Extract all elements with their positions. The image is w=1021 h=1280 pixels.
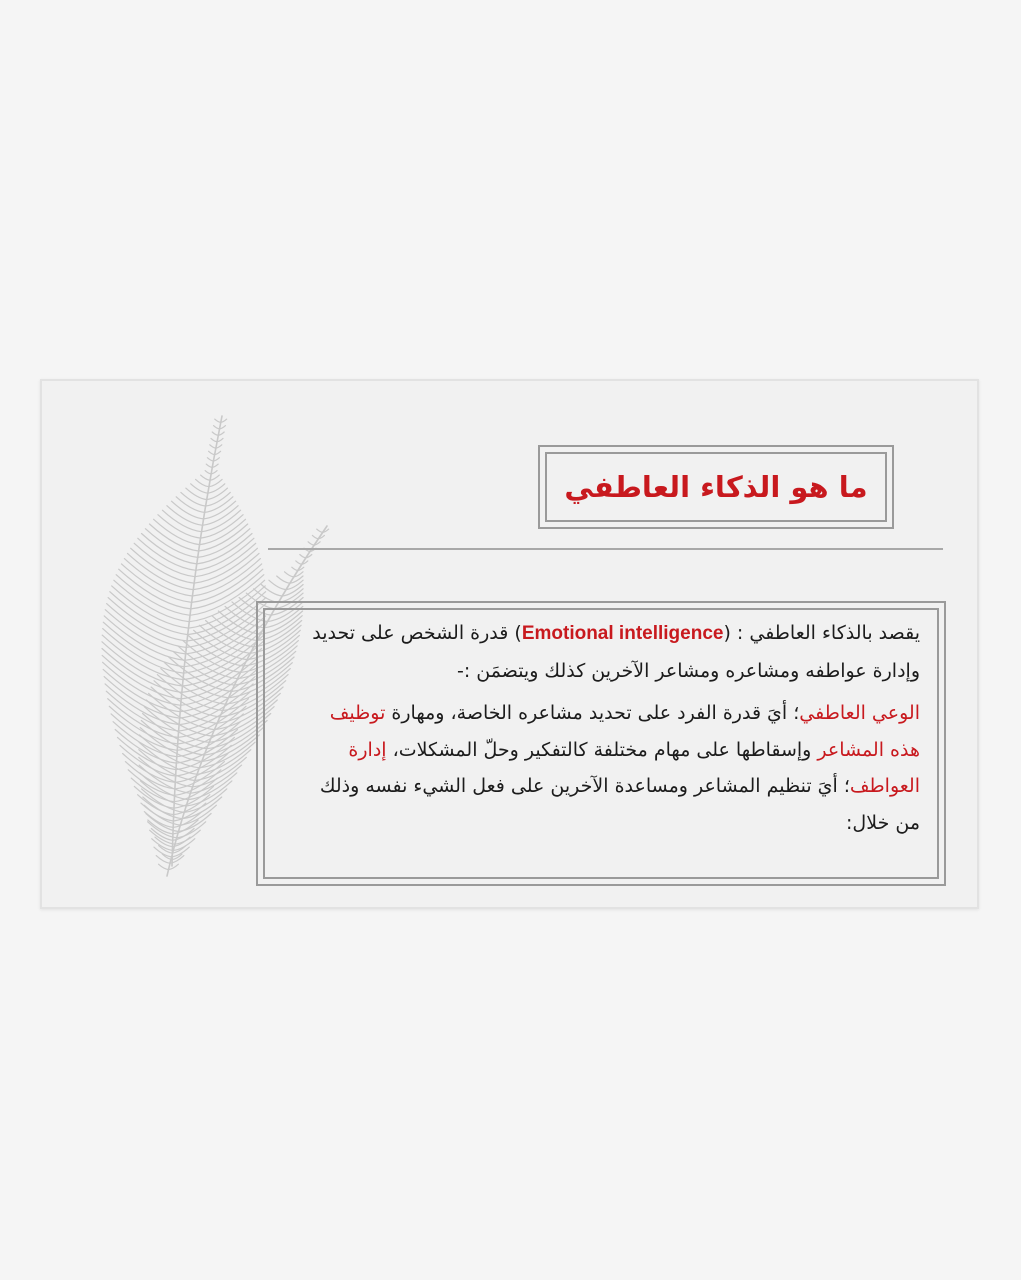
slide-card [40,379,979,909]
intro-suffix: ) قدرة الشخص على تحديد وإدارة عواطفه ومشاعره ومشاعر الآخرين كذلك ويتضمَن :- [312,622,920,682]
manage-term: إدارة العواطف [348,738,920,797]
title-frame-inner [545,452,887,522]
awareness-text: ؛ أيَ قدرة الفرد على تحديد مشاعره الخاصة، ومهارة [385,702,800,724]
employ-text: وإسقاطها على مهام مختلفة كالتفكير وحلّ المشكلات، [386,738,818,761]
employ-term: توظيف هذه المشاعر [329,702,920,761]
body-paragraph [300,695,920,841]
title-frame [538,445,894,529]
term-english: Emotional intelligence [521,623,724,644]
content-text [300,615,920,841]
awareness-term: الوعي العاطفي [799,702,920,724]
content-frame-inner [263,608,939,879]
page-title: ما هو الذكاء العاطفي [564,470,868,504]
intro-paragraph [300,615,920,689]
intro-prefix: يقصد بالذكاء العاطفي : ( [723,622,920,644]
manage-text: ؛ أيَ تنظيم المشاعر ومساعدة الآخرين على فعل الشيء نفسه وذلك من خلال: [319,775,920,834]
divider [268,548,943,550]
content-frame [256,601,946,886]
